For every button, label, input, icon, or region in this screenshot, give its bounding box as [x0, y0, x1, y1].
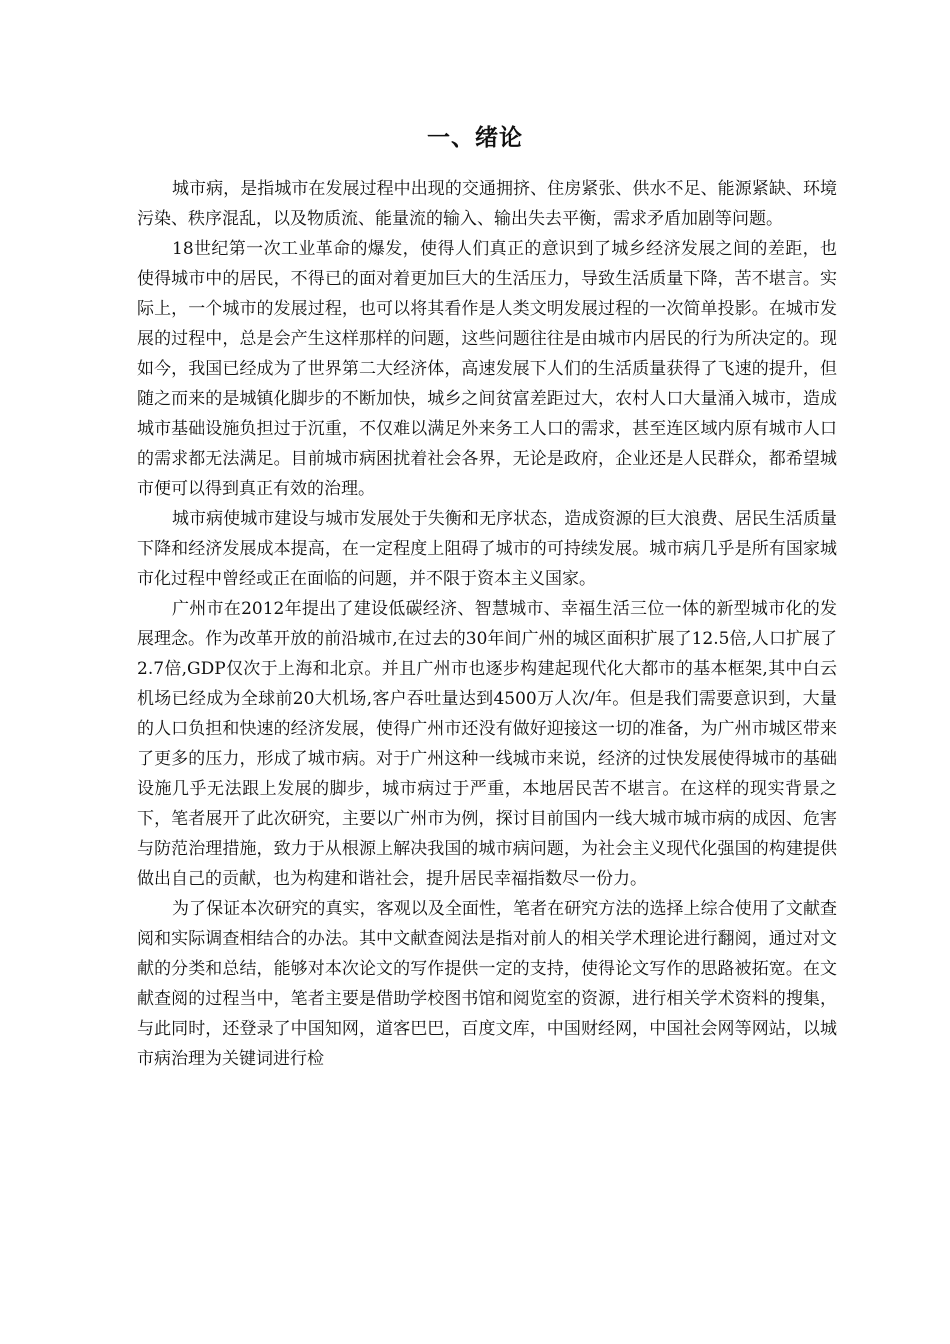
section-title: 一、绪论: [427, 124, 523, 151]
paragraph: 城市病，是指城市在发展过程中出现的交通拥挤、住房紧张、供水不足、能源紧缺、环境污染、秩序混乱，以及物质流、能量流的输入、输出失去平衡，需求矛盾加剧等问题。: [137, 179, 837, 229]
paragraph: 18世纪第一次工业革命的爆发，使得人们真正的意识到了城乡经济发展之间的差距，也使得城市中的居民，不得已的面对着更加巨大的生活压力，导致生活质量下降，苦不堪言。实际上，一个城市的发展过程，也可以将其看作是人类文明发展过程的一次简单投影。在城市发展的过程中，总是会产生这样那样的问题，这些问题往往是由城市内居民的行为所决定的。现如今，我国已经成为了世界第二大经济体，高速发展下人们的生活质量获得了飞速的提升，但随之而来的是城镇化脚步的不断加快，城乡之间贫富差距过大，农村人口大量涌入城市，造成城市基础设施负担过于沉重，不仅难以满足外来务工人口的需求，甚至连区域内原有城市人口的需求都无法满足。目前城市病困扰着社会各界，无论是政府，企业还是人民群众，都希望城市便可以得到真正有效的治理。: [137, 239, 837, 499]
paragraph: 广州市在2012年提出了建设低碳经济、智慧城市、幸福生活三位一体的新型城市化的发展理念。作为改革开放的前沿城市,在过去的30年间广州的城区面积扩展了12.5倍,人口扩展了2.7倍,GDP仅次于上海和北京。并且广州市也逐步构建起现代化大都市的基本框架,其中白云机场已经成为全球前20大机场,客户吞吐量达到4500万人次/年。但是我们需要意识到，大量的人口负担和快速的经济发展，使得广州市还没有做好迎接这一切的准备，为广州市城区带来了更多的压力，形成了城市病。对于广州这种一线城市来说，经济的过快发展使得城市的基础设施几乎无法跟上发展的脚步，城市病过于严重，本地居民苦不堪言。在这样的现实背景之下，笔者展开了此次研究，主要以广州市为例，探讨目前国内一线大城市城市病的成因、危害与防范治理措施，致力于从根源上解决我国的城市病问题，为社会主义现代化强国的构建提供做出自己的贡献，也为构建和谐社会，提升居民幸福指数尽一份力。: [137, 599, 837, 889]
paragraph: 为了保证本次研究的真实，客观以及全面性，笔者在研究方法的选择上综合使用了文献查阅和实际调查相结合的办法。其中文献查阅法是指对前人的相关学术理论进行翻阅，通过对文献的分类和总结，能够对本次论文的写作提供一定的支持，使得论文写作的思路被拓宽。在文献查阅的过程当中，笔者主要是借助学校图书馆和阅览室的资源，进行相关学术资料的搜集，与此同时，还登录了中国知网，道客巴巴，百度文库，中国财经网，中国社会网等网站，以城市病治理为关键词进行检: [137, 899, 837, 1069]
body-text: [137, 174, 837, 1074]
paragraph: 城市病使城市建设与城市发展处于失衡和无序状态，造成资源的巨大浪费、居民生活质量下降和经济发展成本提高，在一定程度上阻碍了城市的可持续发展。城市病几乎是所有国家城市化过程中曾经或正在面临的问题，并不限于资本主义国家。: [137, 509, 837, 589]
